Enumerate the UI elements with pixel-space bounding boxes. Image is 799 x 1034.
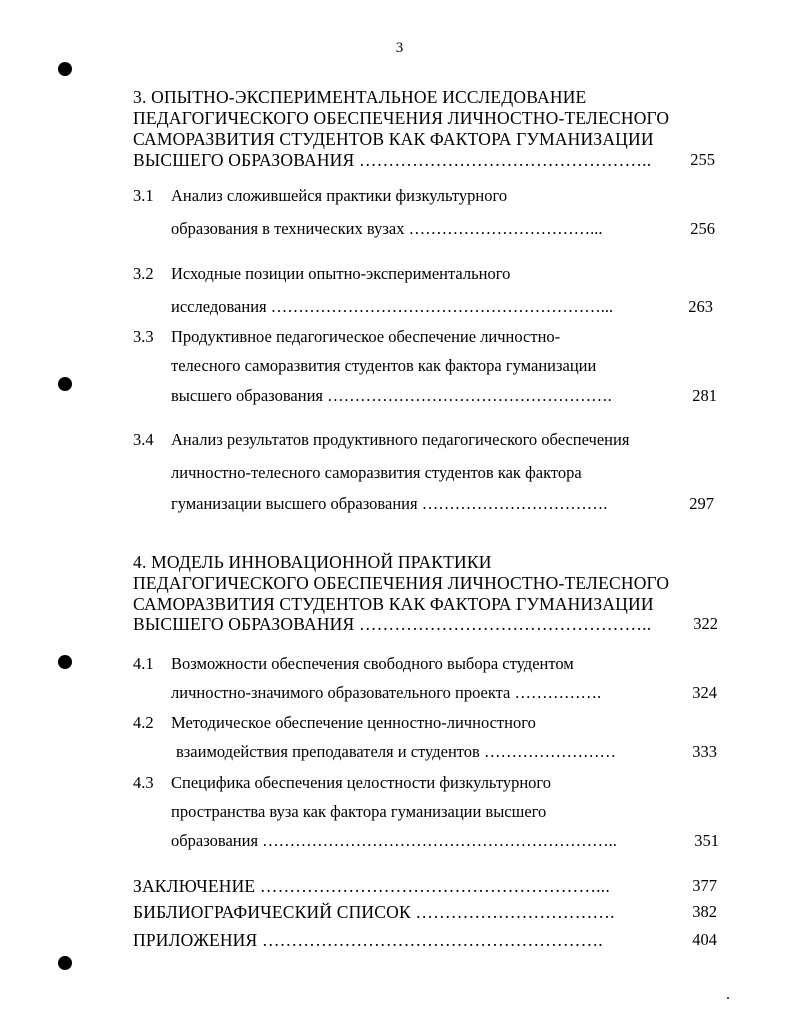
page-number: 3 <box>395 40 404 56</box>
section-title-line: Методическое обеспечение ценностно-личностного <box>171 713 536 732</box>
section-title-line: Исходные позиции опытно-экспериментального <box>171 264 511 283</box>
section-title-line: Продуктивное педагогическое обеспечение личностно- <box>171 327 561 346</box>
section-number: 3.4 <box>133 430 154 449</box>
toc-page-number: 324 <box>692 683 717 702</box>
punch-hole-3 <box>58 655 72 669</box>
section-title-line: Анализ результатов продуктивного педагогического обеспечения <box>171 430 630 449</box>
scan-speck <box>727 997 729 999</box>
chapter-title-line: 3. ОПЫТНО-ЭКСПЕРИМЕНТАЛЬНОЕ ИССЛЕДОВАНИЕ <box>133 87 587 107</box>
punch-hole-1 <box>58 62 72 76</box>
section-title-line: Специфика обеспечения целостности физкультурного <box>171 773 551 792</box>
section-title-line: Возможности обеспечения свободного выбора студентом <box>171 654 574 673</box>
section-title-line: личностно-значимого образовательного проекта ……………. <box>171 683 602 702</box>
section-number: 4.2 <box>133 713 154 732</box>
toc-page-number: 256 <box>690 219 715 238</box>
section-title-line: Анализ сложившейся практики физкультурного <box>171 186 508 205</box>
chapter-title-line: ПЕДАГОГИЧЕСКОГО ОБЕСПЕЧЕНИЯ ЛИЧНОСТНО-ТЕЛЕСНОГО <box>133 573 670 593</box>
end-matter-title: БИБЛИОГРАФИЧЕСКИЙ СПИСОК ……………………………. <box>133 902 615 922</box>
chapter-title-line: ВЫСШЕГО ОБРАЗОВАНИЯ ………………………………………….. <box>133 614 652 634</box>
section-title-line: пространства вуза как фактора гуманизации высшего <box>171 802 547 821</box>
toc-page-number: 263 <box>688 297 713 316</box>
section-title-line: гуманизации высшего образования ……………………………. <box>171 494 608 513</box>
chapter-title-line: ВЫСШЕГО ОБРАЗОВАНИЯ ………………………………………….. <box>133 150 652 170</box>
toc-page-number: 351 <box>694 831 719 850</box>
chapter-title-line: 4. МОДЕЛЬ ИННОВАЦИОННОЙ ПРАКТИКИ <box>133 552 492 572</box>
section-title-line: взаимодействия преподавателя и студентов …………………… <box>176 742 616 761</box>
toc-page-number: 333 <box>692 742 717 761</box>
section-number: 3.1 <box>133 186 154 205</box>
section-number: 3.2 <box>133 264 154 283</box>
section-title-line: высшего образования ……………………………………………. <box>171 386 612 405</box>
section-title-line: личностно-телесного саморазвития студентов как фактора <box>171 463 582 482</box>
section-title-line: телесного саморазвития студентов как фактора гуманизации <box>171 356 597 375</box>
toc-page-number: 255 <box>690 150 715 169</box>
toc-page-number: 297 <box>689 494 714 513</box>
section-number: 4.3 <box>133 773 154 792</box>
chapter-title-line: САМОРАЗВИТИЯ СТУДЕНТОВ КАК ФАКТОРА ГУМАНИЗАЦИИ <box>133 129 654 149</box>
section-number: 4.1 <box>133 654 154 673</box>
toc-page-number: 404 <box>692 930 717 949</box>
section-number: 3.3 <box>133 327 154 346</box>
section-title-line: образования в технических вузах ……………………………... <box>171 219 603 238</box>
toc-page-number: 322 <box>693 614 718 633</box>
punch-hole-4 <box>58 956 72 970</box>
end-matter-title: ПРИЛОЖЕНИЯ …………………………………………………. <box>133 930 603 950</box>
section-title-line: образования ……………………………………………………….. <box>171 831 617 850</box>
end-matter-title: ЗАКЛЮЧЕНИЕ …………………………………………………... <box>133 876 610 896</box>
chapter-title-line: ПЕДАГОГИЧЕСКОГО ОБЕСПЕЧЕНИЯ ЛИЧНОСТНО-ТЕЛЕСНОГО <box>133 108 670 128</box>
punch-hole-2 <box>58 377 72 391</box>
toc-page-number: 281 <box>692 386 717 405</box>
toc-page-number: 377 <box>692 876 717 895</box>
toc-page-number: 382 <box>692 902 717 921</box>
chapter-title-line: САМОРАЗВИТИЯ СТУДЕНТОВ КАК ФАКТОРА ГУМАНИЗАЦИИ <box>133 594 654 614</box>
section-title-line: исследования ……………………………………………………... <box>171 297 614 316</box>
